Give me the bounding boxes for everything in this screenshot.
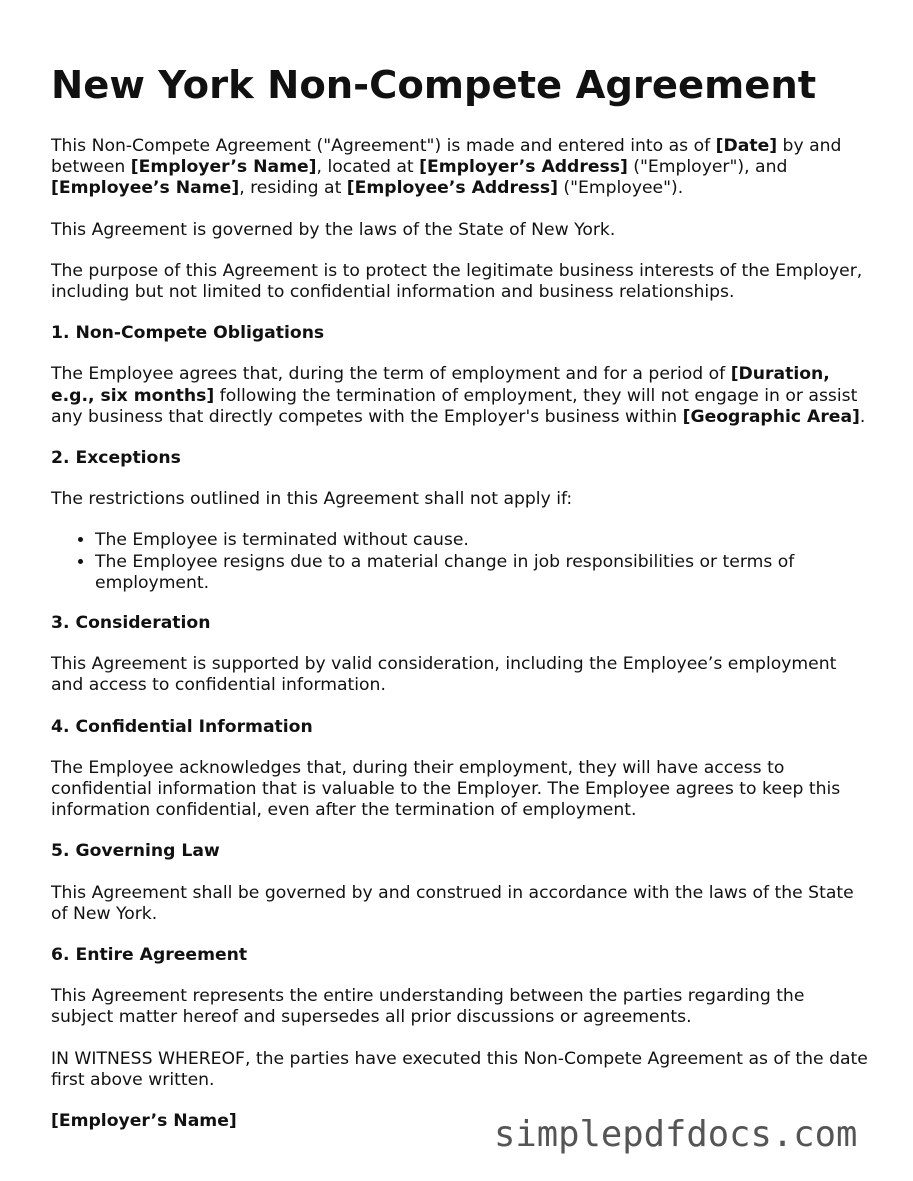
employer-name-placeholder: [Employer’s Name] <box>130 157 317 178</box>
employer-address-placeholder: [Employer’s Address] <box>419 157 628 178</box>
section-heading-consideration: 3. Consideration <box>51 613 211 634</box>
intro-text: , located at <box>316 157 420 178</box>
list-item: • The Employee is terminated without cause. <box>95 530 871 551</box>
geographic-area-placeholder: [Geographic Area] <box>682 406 860 427</box>
signature-label: [Employer’s Name] <box>51 1111 237 1132</box>
intro-text: ("Employer"), and <box>627 157 788 178</box>
intro-text: , residing at <box>239 178 347 199</box>
document-title: New York Non-Compete Agreement <box>51 63 817 108</box>
section-heading-exceptions: 2. Exceptions <box>51 448 181 469</box>
watermark-text: simplepdfdocs.com <box>494 1114 858 1155</box>
consideration-paragraph: This Agreement is supported by valid consideration, including the Employee’s employment and access to confidential information. <box>51 654 837 696</box>
section-heading-confidential: 4. Confidential Information <box>51 716 313 737</box>
section-heading-non-compete: 1. Non-Compete Obligations <box>51 323 325 344</box>
section-text: following the termination of employment, they will not engage in or assist any business that directly competes with the Employer's business within <box>51 385 858 427</box>
non-compete-paragraph <box>51 364 871 428</box>
exceptions-list <box>51 530 871 594</box>
employee-address-placeholder: [Employee’s Address] <box>346 178 558 199</box>
list-item: • The Employee resigns due to a material change in job responsibilities or terms of employment. <box>95 552 871 594</box>
witness-paragraph: IN WITNESS WHEREOF, the parties have executed this Non-Compete Agreement as of the date first above written. <box>51 1048 868 1090</box>
intro-text: by and between <box>51 136 842 178</box>
governing-law-paragraph: This Agreement shall be governed by and construed in accordance with the laws of the State of New York. <box>51 882 854 924</box>
duration-placeholder: [Duration, e.g., six months] <box>51 364 830 406</box>
intro-text: This Non-Compete Agreement ("Agreement") is made and entered into as of <box>51 136 716 156</box>
employee-name-placeholder: [Employee’s Name] <box>51 178 240 199</box>
entire-agreement-paragraph: This Agreement represents the entire understanding between the parties regarding the subject matter hereof and supersedes all prior discussions or agreements. <box>51 986 805 1028</box>
exceptions-paragraph: The restrictions outlined in this Agreement shall not apply if: <box>51 489 573 510</box>
section-heading-entire-agreement: 6. Entire Agreement <box>51 945 248 966</box>
document-page <box>51 62 871 1132</box>
intro-paragraph <box>51 136 871 200</box>
governed-paragraph: This Agreement is governed by the laws of the State of New York. <box>51 219 616 240</box>
confidential-paragraph: The Employee acknowledges that, during their employment, they will have access to confidential information that is valuable to the Employer. The Employee agrees to keep this information confidential, even after the termination of employment. <box>51 757 841 821</box>
intro-text: ("Employee"). <box>557 178 684 199</box>
section-text: . <box>859 406 866 427</box>
purpose-paragraph: The purpose of this Agreement is to protect the legitimate business interests of the Employer, including but not limited to confidential information and business relationships. <box>51 260 863 303</box>
section-heading-governing-law: 5. Governing Law <box>51 841 220 862</box>
section-text: The Employee agrees that, during the term of employment and for a period of <box>51 364 731 385</box>
date-placeholder: [Date] <box>715 136 778 156</box>
